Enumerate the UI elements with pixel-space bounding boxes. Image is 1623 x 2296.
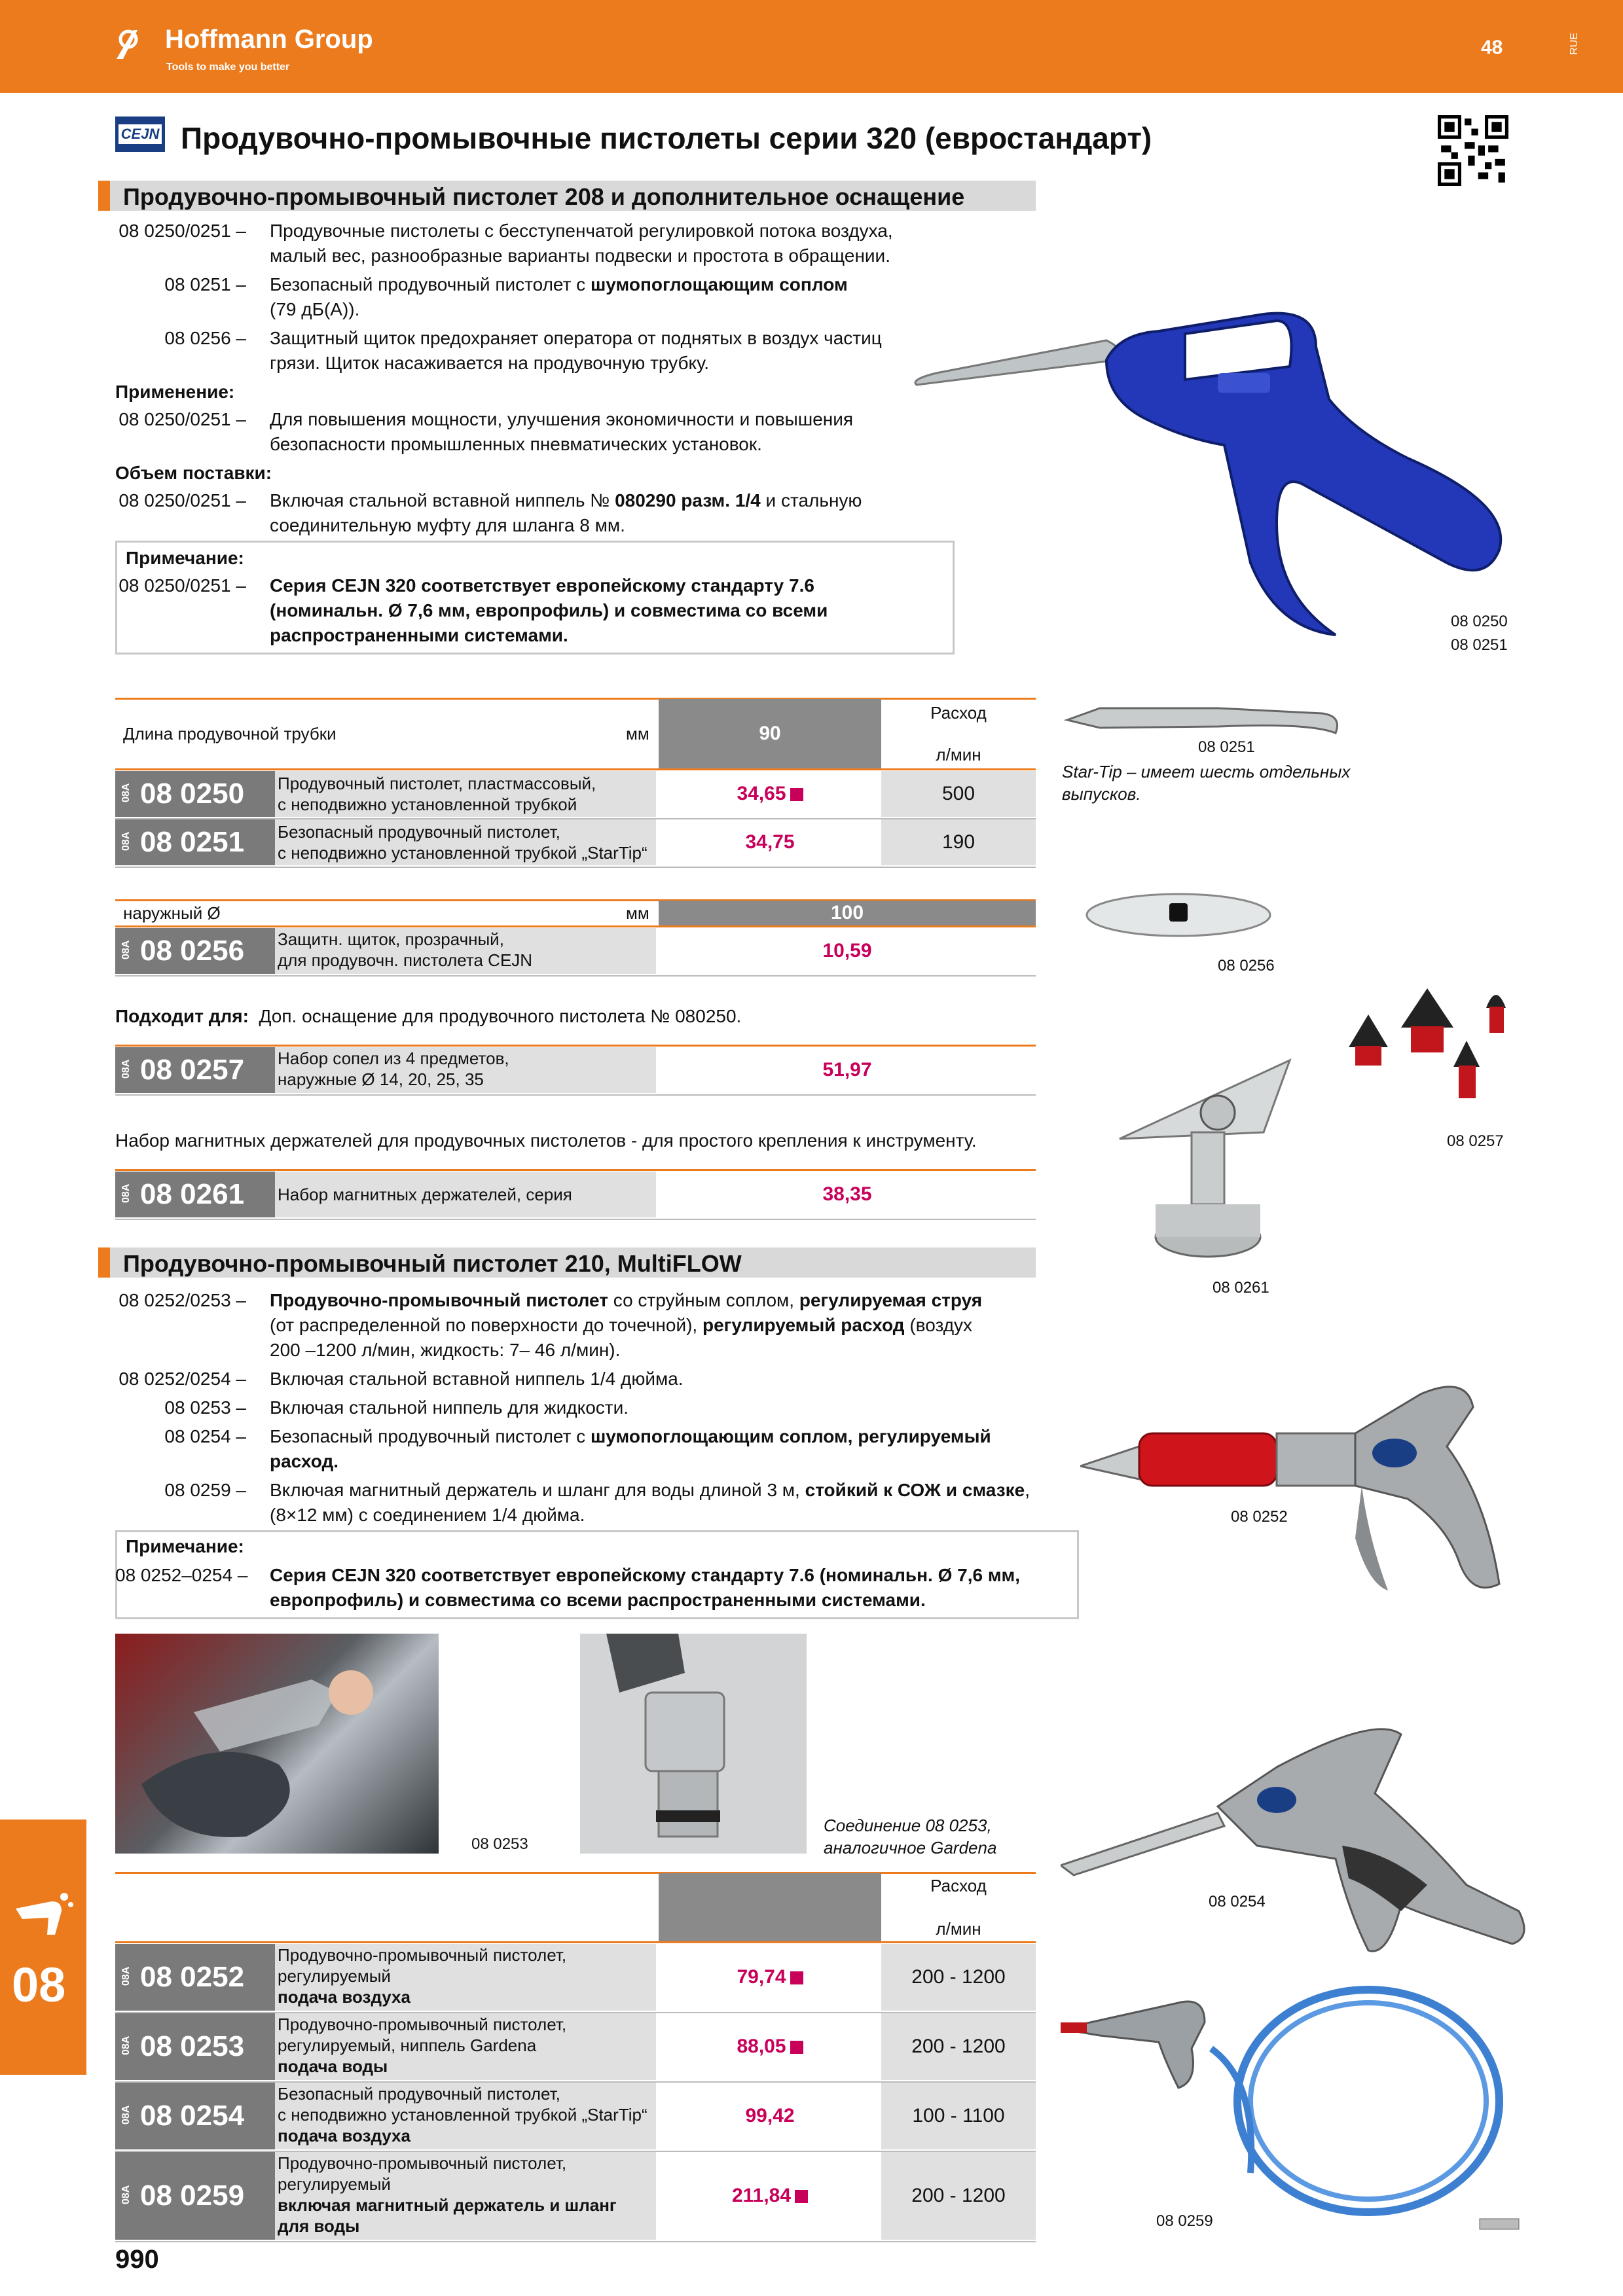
page-title: Продувочно-промывочные пистолеты серии 320 (евростандарт) (181, 121, 1152, 155)
line-text: Включая стальной вставной ниппель № 080290 разм. 1/4 и стальную (270, 490, 862, 511)
column-label: наружный Ø (123, 903, 221, 923)
note-text: распространенными системами. (270, 625, 568, 645)
row-desc: Продувочный пистолет, пластмассовый, (278, 774, 596, 793)
row-desc: с неподвижно установленной трубкой (278, 795, 577, 814)
caption-080251: 08 0251 (1198, 738, 1255, 756)
line-text: Включая стальной ниппель для жидкости. (270, 1397, 629, 1418)
star-tip-caption: выпусков. (1062, 784, 1141, 804)
blow-gun-blue-image (910, 288, 1525, 641)
column-header-diameter: 100 (659, 901, 1036, 925)
flow-value: 200 - 1200 (911, 2036, 1006, 2057)
section-header-210: Продувочно-промывочный пистолет 210, MultiFLOW (98, 1247, 1036, 1278)
line-text: Безопасный продувочный пистолет с шумопоглощающим соплом (270, 274, 848, 295)
column-label: Длина продувочной трубки (123, 724, 337, 744)
line-text: расход. (270, 1451, 339, 1471)
article-number: 08A 08 0259 (115, 2152, 275, 2240)
qr-code-icon (1438, 115, 1508, 186)
note-label: Примечание: (126, 1536, 244, 1556)
line-code: 08 0254 – (164, 1426, 246, 1446)
flow-unit: л/мин (936, 745, 981, 764)
line-text: Безопасный продувочный пистолет с шумопоглощающим соплом, регулируемый (270, 1426, 991, 1446)
page-number-top: 48 (1481, 37, 1503, 58)
note-text: Серия CEJN 320 соответствует европейскому стандарту 7.6 (270, 575, 814, 596)
row-desc: Безопасный продувочный пистолет, (278, 822, 560, 842)
safety-gun-grey-image (1061, 1715, 1545, 1964)
caption-080251: 08 0251 (1451, 636, 1508, 654)
column-header-blank (659, 1873, 881, 1941)
line-code: 08 0252/0254 – (119, 1369, 246, 1389)
line-text: (8×12 мм) с соединением 1/4 дюйма. (270, 1505, 585, 1525)
brand-tagline: Tools to make you better (166, 62, 290, 73)
flow-value: 100 - 1100 (912, 2105, 1005, 2126)
page-number: 990 (115, 2245, 159, 2274)
caption-080261: 08 0261 (1213, 1279, 1269, 1297)
article-number: 08A 08 0251 (115, 819, 275, 865)
article-number: 08A 08 0261 (115, 1172, 275, 1217)
gardena-caption: Соединение 08 0253, (824, 1816, 992, 1835)
flow-label: Расход (930, 703, 987, 723)
flow-unit: л/мин (936, 1919, 981, 1939)
caption-080252: 08 0252 (1231, 1508, 1288, 1526)
blow-gun-chapter-icon (9, 1882, 75, 1948)
flow-value: 190 (941, 831, 976, 853)
flow-value: 200 - 1200 (911, 2185, 1006, 2206)
line-code: 08 0251 – (164, 274, 246, 295)
row-desc: Защитн. щиток, прозрачный, (278, 929, 504, 949)
article-number: 08A 08 0250 (115, 771, 275, 817)
column-header-length: 90 (659, 699, 881, 768)
line-code: 08 0256 – (164, 328, 246, 348)
row-desc: Продувочно-промывочный пистолет, (278, 2015, 567, 2034)
row-desc: Набор магнитных держателей, серия (278, 1185, 572, 1204)
row-desc: регулируемый (278, 1966, 391, 1986)
gun-with-hose-image (1061, 1977, 1545, 2238)
note-label: Примечание: (126, 548, 244, 568)
row-desc: Набор сопел из 4 предметов, (278, 1049, 509, 1068)
unit-label: мм (626, 724, 649, 744)
brand-name: Hoffmann Group (165, 25, 373, 54)
line-text: Продувочные пистолеты с бесступенчатой регулировкой потока воздуха, (270, 221, 893, 241)
row-desc: Продувочно-промывочный пистолет, (278, 1945, 567, 1965)
flow-label: Расход (930, 1876, 987, 1895)
caption-080256: 08 0256 (1218, 957, 1275, 975)
usage-photo (115, 1634, 439, 1854)
line-text: соединительную муфту для шланга 8 мм. (270, 515, 625, 535)
line-text: (от распределенной по поверхности до точечной), регулируемый расход (воздух (270, 1315, 973, 1335)
row-desc: наружные Ø 14, 20, 25, 35 (278, 1069, 484, 1089)
gardena-photo (580, 1634, 807, 1854)
row-desc: подача воздуха (278, 1987, 410, 2007)
line-text: Защитный щиток предохраняет оператора от поднятых в воздух частиц (270, 328, 882, 348)
line-text: Продувочно-промывочный пистолет со струйным соплом, регулируемая струя (270, 1290, 983, 1310)
line-text: Включая магнитный держатель и шланг для воды длиной 3 м, стойкий к СОЖ и смазке, (270, 1480, 1030, 1500)
line-code: 08 0250/0251 – (119, 221, 246, 241)
row-desc: для продувочн. пистолета CEJN (278, 950, 533, 970)
multiflow-gun-red-image (1080, 1368, 1525, 1617)
magnet-text: Набор магнитных держателей для продувочных пистолетов - для простого крепления к инструменту. (115, 1130, 977, 1151)
price: 34,65 (659, 783, 881, 805)
price: 38,35 (822, 1183, 872, 1205)
supply-label: Объем поставки: (115, 463, 272, 483)
article-number: 08A 08 0253 (115, 2013, 275, 2080)
line-text: грязи. Щиток насаживается на продувочную трубку. (270, 353, 710, 373)
article-number: 08A 08 0252 (115, 1944, 275, 2011)
caption-080254: 08 0254 (1209, 1893, 1266, 1910)
price: 88,05 (659, 2036, 881, 2058)
application-label: Применение: (115, 382, 235, 402)
caption-080250: 08 0250 (1451, 613, 1508, 630)
language-code: RUE (1569, 33, 1580, 55)
row-desc: регулируемый, ниппель Gardena (278, 2036, 537, 2055)
line-text: Для повышения мощности, улучшения экономичности и повышения (270, 409, 854, 429)
line-text: малый вес, разнообразные варианты подвески и простота в обращении. (270, 245, 890, 266)
price: 79,74 (659, 1966, 881, 1988)
price: 51,97 (822, 1059, 872, 1081)
row-desc: Безопасный продувочный пистолет, (278, 2084, 560, 2104)
article-number: 08A 08 0257 (115, 1047, 275, 1093)
note-text: (номинальн. Ø 7,6 мм, европрофиль) и совместима со всеми (270, 600, 828, 620)
line-code: 08 0250/0251 – (119, 490, 246, 511)
line-text: Включая стальной вставной ниппель 1/4 дюйма. (270, 1369, 684, 1389)
cejn-logo: CEJN (115, 117, 165, 152)
line-code: 08 0252/0253 – (119, 1290, 246, 1310)
article-number: 08A 08 0254 (115, 2083, 275, 2149)
row-desc: включая магнитный держатель и шланг (278, 2195, 617, 2215)
hoffmann-logo-icon (115, 25, 161, 62)
unit-label: мм (626, 903, 649, 923)
section-header-208: Продувочно-промывочный пистолет 208 и дополнительное оснащение (98, 181, 1036, 211)
row-desc: для воды (278, 2216, 360, 2236)
magnetic-holder-image (1113, 1047, 1309, 1263)
nozzle-set-image (1342, 969, 1519, 1113)
caption-080259: 08 0259 (1156, 2212, 1213, 2230)
note-text: европрофиль) и совместима со всеми распространенными системами. (270, 1590, 926, 1610)
price: 211,84 (659, 2185, 881, 2207)
row-desc: с неподвижно установленной трубкой „StarTip“ (278, 2105, 647, 2125)
line-text: 200 –1200 л/мин, жидкость: 7– 46 л/мин). (270, 1340, 621, 1360)
flow-value: 200 - 1200 (911, 1966, 1006, 1988)
row-desc: с неподвижно установленной трубкой „StarTip“ (278, 843, 647, 863)
row-desc: подача воды (278, 2056, 388, 2076)
line-code: 08 0253 – (164, 1397, 246, 1418)
note-text: Серия CEJN 320 соответствует европейскому стандарту 7.6 (номинальн. Ø 7,6 мм, (270, 1565, 1021, 1585)
caption-080253: 08 0253 (471, 1835, 528, 1853)
star-tip-caption: Star-Tip – имеет шесть отдельных (1062, 762, 1351, 781)
row-desc: подача воздуха (278, 2126, 410, 2145)
protective-shield-image (1080, 884, 1277, 956)
caption-080257: 08 0257 (1447, 1132, 1504, 1150)
line-text: (79 дБ(А)). (270, 299, 360, 319)
line-code: 08 0259 – (164, 1480, 246, 1500)
row-desc: регулируемый (278, 2174, 391, 2194)
line-text: безопасности промышленных пневматических установок. (270, 434, 762, 454)
fits-line: Подходит для: Доп. оснащение для продувочного пистолета № 080250. (115, 1006, 742, 1026)
article-number: 08A 08 0256 (115, 928, 275, 974)
row-desc: Продувочно-промывочный пистолет, (278, 2153, 567, 2173)
chapter-number: 08 (12, 1958, 66, 2012)
flow-value: 500 (941, 783, 976, 804)
line-code: 08 0252–0254 – (115, 1565, 248, 1585)
price: 10,59 (822, 940, 872, 961)
price: 34,75 (745, 831, 795, 853)
line-code: 08 0250/0251 – (119, 575, 246, 596)
line-code: 08 0250/0251 – (119, 409, 246, 429)
price: 99,42 (745, 2105, 795, 2126)
gardena-caption: аналогичное Gardena (824, 1838, 997, 1857)
